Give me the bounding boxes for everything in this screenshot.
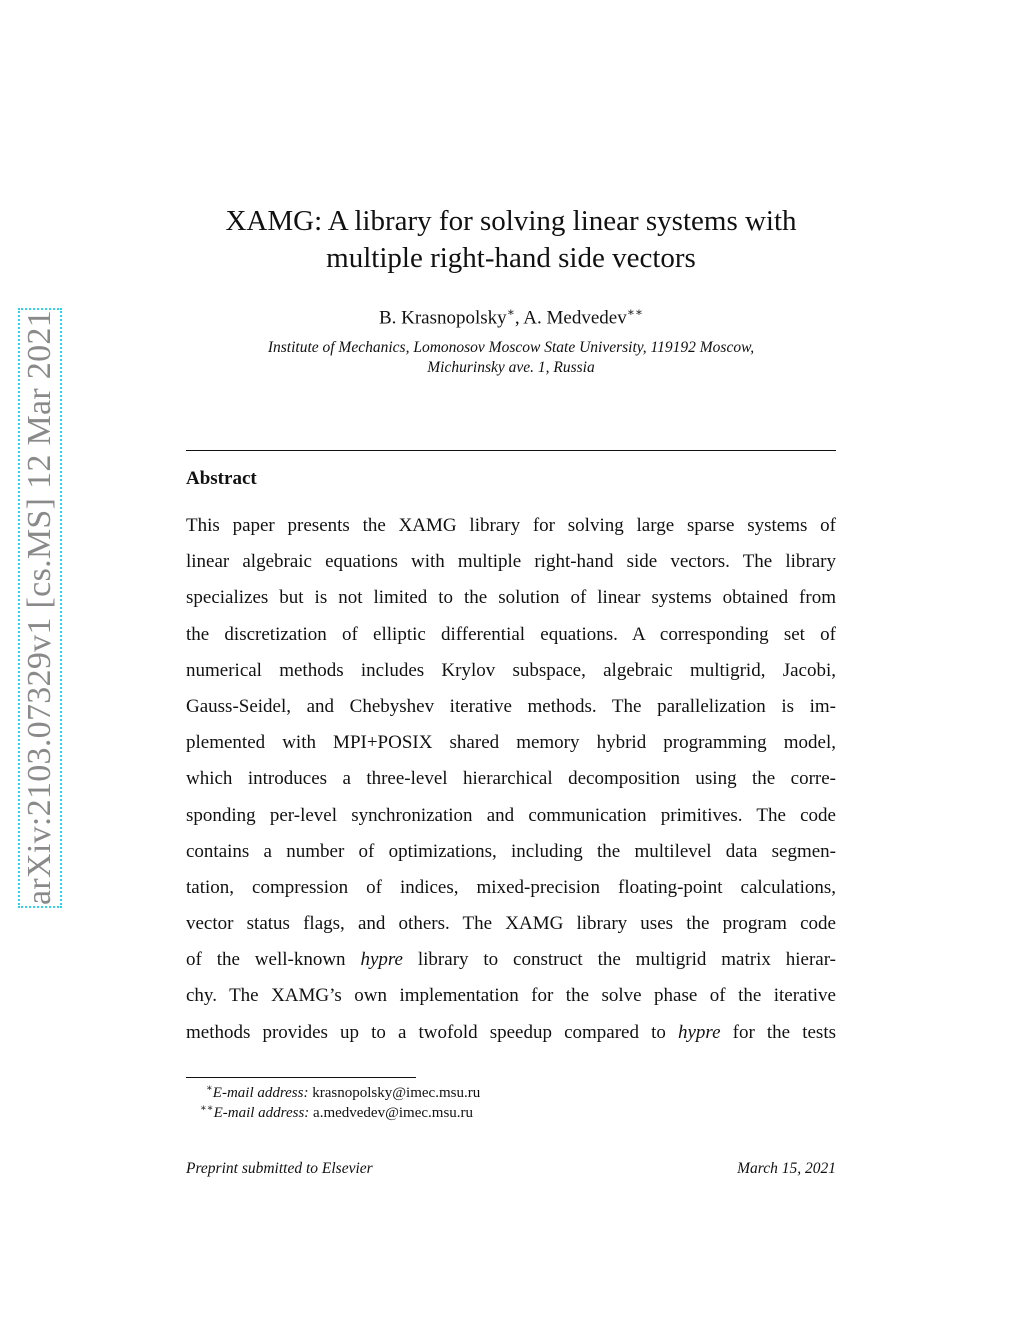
author-list xyxy=(186,305,836,329)
footnote-mark: ∗ xyxy=(206,1083,213,1094)
abstract-body xyxy=(186,508,836,1051)
emphasis-hypre: hypre xyxy=(360,949,403,971)
affiliation xyxy=(186,338,836,378)
footnote-label: E-mail address: xyxy=(212,1085,309,1101)
abstract-line: specializes but is not limited to the solution of linear systems obtained from xyxy=(186,587,836,609)
abstract-line: numerical methods includes Krylov subspace, algebraic multigrid, Jacobi, xyxy=(186,659,836,681)
emphasis-hypre: hypre xyxy=(677,1021,721,1043)
arxiv-identifier[interactable]: arXiv:2103.07329v1 [cs.MS] 12 Mar 2021 xyxy=(21,309,58,905)
title-line-2: multiple right-hand side vectors xyxy=(326,242,696,274)
submission-date: March 15, 2021 xyxy=(737,1160,836,1177)
abstract-text: library to construct the multigrid matrix hierar- xyxy=(403,949,836,971)
abstract-line: chy. The XAMG’s own implementation for the solve phase of the iterative xyxy=(186,985,836,1007)
footnote-2 xyxy=(200,1103,473,1122)
abstract-line: which introduces a three-level hierarchical decomposition using the corre- xyxy=(186,768,836,790)
author-footnote-mark[interactable]: ∗∗ xyxy=(626,305,644,319)
footnote-rule xyxy=(186,1077,416,1078)
footnote-label: E-mail address: xyxy=(213,1105,310,1121)
footnote-email-link[interactable]: krasnopolsky@imec.msu.ru xyxy=(312,1085,481,1101)
abstract-line: tation, compression of indices, mixed-precision floating-point calculations, xyxy=(186,876,836,898)
abstract-line: plemented with MPI+POSIX shared memory hybrid programming model, xyxy=(186,732,836,754)
abstract-text: of the well-known xyxy=(186,949,361,971)
affiliation-line-2: Michurinsky ave. 1, Russia xyxy=(427,359,595,376)
abstract-heading: Abstract xyxy=(186,468,257,489)
abstract-text: methods provides up to a twofold speedup compared to xyxy=(186,1021,678,1043)
abstract-top-rule xyxy=(186,450,836,451)
abstract-line: linear algebraic equations with multiple right-hand side vectors. The library xyxy=(186,551,836,573)
abstract-line: the discretization of elliptic differential equations. A corresponding set of xyxy=(186,623,836,645)
abstract-line: Gauss-Seidel, and Chebyshev iterative methods. The parallelization is im- xyxy=(186,695,836,717)
title-line-1: XAMG: A library for solving linear systems with xyxy=(225,205,797,237)
footnote-1 xyxy=(206,1083,480,1102)
footnote-mark: ∗∗ xyxy=(200,1103,214,1114)
abstract-line: This paper presents the XAMG library for solving large sparse systems of xyxy=(186,515,836,536)
affiliation-line-1: Institute of Mechanics, Lomonosov Moscow State University, 119192 Moscow, xyxy=(267,339,755,356)
author-footnote-mark[interactable]: ∗ xyxy=(506,305,515,319)
abstract-line: sponding per-level synchronization and communication primitives. The code xyxy=(186,804,836,826)
author-name: A. Medvedev xyxy=(523,307,627,329)
footnote-email-link[interactable]: a.medvedev@imec.msu.ru xyxy=(313,1105,474,1121)
preprint-note: Preprint submitted to Elsevier xyxy=(186,1160,373,1177)
abstract-text: for the tests xyxy=(720,1021,836,1043)
abstract-line xyxy=(186,942,836,978)
abstract-line xyxy=(186,1015,836,1051)
author-name: B. Krasnopolsky xyxy=(378,307,507,329)
abstract-line: contains a number of optimizations, including the multilevel data segmen- xyxy=(186,840,836,862)
abstract-line: vector status flags, and others. The XAMG library uses the program code xyxy=(186,913,836,935)
paper-title xyxy=(186,203,836,277)
author-separator: , xyxy=(514,307,524,329)
